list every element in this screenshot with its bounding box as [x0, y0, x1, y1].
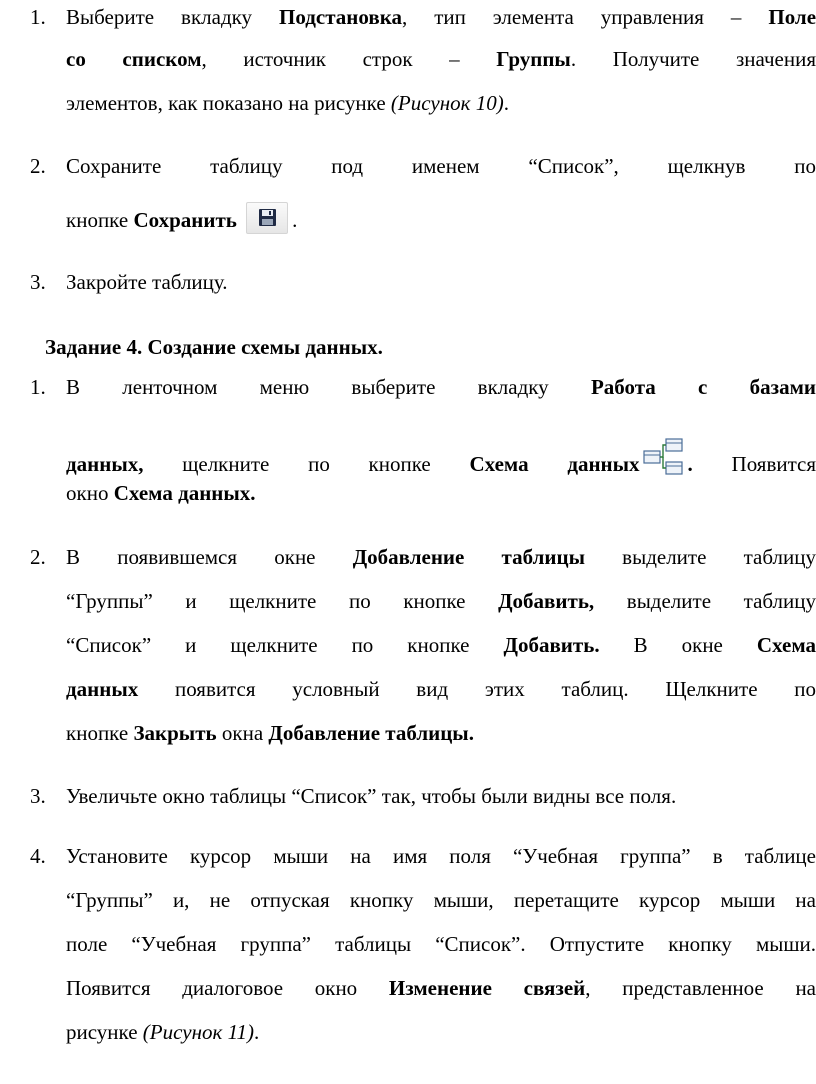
text: Установите курсор мыши на имя поля “Учебная группа” в таблице: [66, 844, 816, 868]
relationships-icon: [642, 437, 686, 477]
text-line: [66, 844, 816, 869]
bold-term: данных,: [66, 452, 144, 476]
text-line: [66, 481, 816, 506]
text-line: [66, 437, 816, 477]
text: В ленточном меню выберите вкладку: [66, 375, 549, 399]
text-line: [66, 91, 816, 116]
text: кнопке: [66, 721, 129, 745]
text: В появившемся окне: [66, 545, 316, 569]
list-number: 3.: [30, 784, 46, 808]
text-line: [66, 154, 816, 179]
bold-term: со списком: [66, 47, 202, 71]
list-number: 1.: [30, 375, 46, 399]
text: Появится: [731, 452, 816, 476]
list-number: 2.: [30, 545, 46, 569]
bold-term: Закрыть: [133, 721, 217, 745]
text: щелкните по кнопке: [182, 452, 431, 476]
text-line: [66, 932, 816, 957]
text: кнопке: [66, 208, 129, 232]
text-line: [66, 784, 816, 809]
list-number: 4.: [30, 844, 46, 868]
bold-term: данных: [66, 677, 139, 701]
text: “Список” и щелкните по кнопке: [66, 633, 470, 657]
text-line: [66, 589, 816, 614]
text: Увеличьте окно таблицы “Список” так, чтобы были видны все поля.: [66, 784, 677, 808]
text: .: [503, 91, 509, 115]
text-line: [66, 677, 816, 702]
text-line: [66, 375, 816, 400]
text-line: [66, 721, 816, 746]
text: Выберите вкладку: [66, 5, 253, 29]
bold-term: Сохранить: [133, 208, 237, 232]
list-number: 3.: [30, 270, 46, 294]
text-line: [66, 888, 816, 913]
figure-ref: (Рисунок 10): [390, 91, 504, 115]
text: Появится диалоговое окно: [66, 976, 358, 1000]
text: рисунке: [66, 1020, 138, 1044]
bold-term: Работа с базами: [590, 375, 816, 399]
bold-term: Поле: [768, 5, 816, 29]
bold-term: Добавить.: [503, 633, 600, 657]
text: выделите таблицу: [622, 545, 816, 569]
save-icon: [246, 202, 288, 234]
text-line: [66, 202, 816, 234]
text: .: [254, 1020, 260, 1044]
text-line: [66, 5, 816, 30]
bold-term: Схема: [756, 633, 816, 657]
text: поле “Учебная группа” таблицы “Список”. Отпустите кнопку мыши.: [66, 932, 816, 956]
text: .: [687, 452, 693, 476]
text: , тип элемента управления –: [401, 5, 742, 29]
bold-term: Схема данных.: [113, 481, 256, 505]
bold-term: Подстановка: [279, 5, 402, 29]
text: . Получите значения: [570, 47, 816, 71]
bold-term: Изменение связей: [388, 976, 586, 1000]
text: выделите таблицу: [626, 589, 816, 613]
text-line: [66, 976, 816, 1001]
text: В окне: [633, 633, 723, 657]
figure-ref: (Рисунок 11): [142, 1020, 255, 1044]
list-number: 1.: [30, 5, 46, 29]
text: Закройте таблицу.: [66, 270, 228, 294]
bold-term: Добавление таблицы: [352, 545, 585, 569]
text: окна: [221, 721, 264, 745]
bold-term: Добавить,: [498, 589, 595, 613]
text-line: [66, 633, 816, 658]
text: , источник строк –: [201, 47, 460, 71]
text-line: [66, 545, 816, 570]
text: окно: [66, 481, 109, 505]
bold-term: Схема данных: [469, 452, 640, 476]
bold-term: Группы: [496, 47, 571, 71]
text: появится условный вид этих таблиц. Щелкните по: [174, 677, 816, 701]
text: Сохраните таблицу под именем “Список”, щелкнув по: [66, 154, 816, 178]
text-line: [66, 47, 816, 72]
text: .: [292, 208, 298, 232]
text-line: [66, 1020, 816, 1045]
bold-term: Добавление таблицы.: [268, 721, 474, 745]
list-number: 2.: [30, 154, 46, 178]
text: , представленное на: [585, 976, 816, 1000]
text-line: [66, 270, 816, 295]
text: элементов, как показано на рисунке: [66, 91, 386, 115]
section-heading: Задание 4. Создание схемы данных.: [45, 335, 383, 359]
text: “Группы” и щелкните по кнопке: [66, 589, 466, 613]
text: “Группы” и, не отпуская кнопку мыши, перетащите курсор мыши на: [66, 888, 816, 912]
